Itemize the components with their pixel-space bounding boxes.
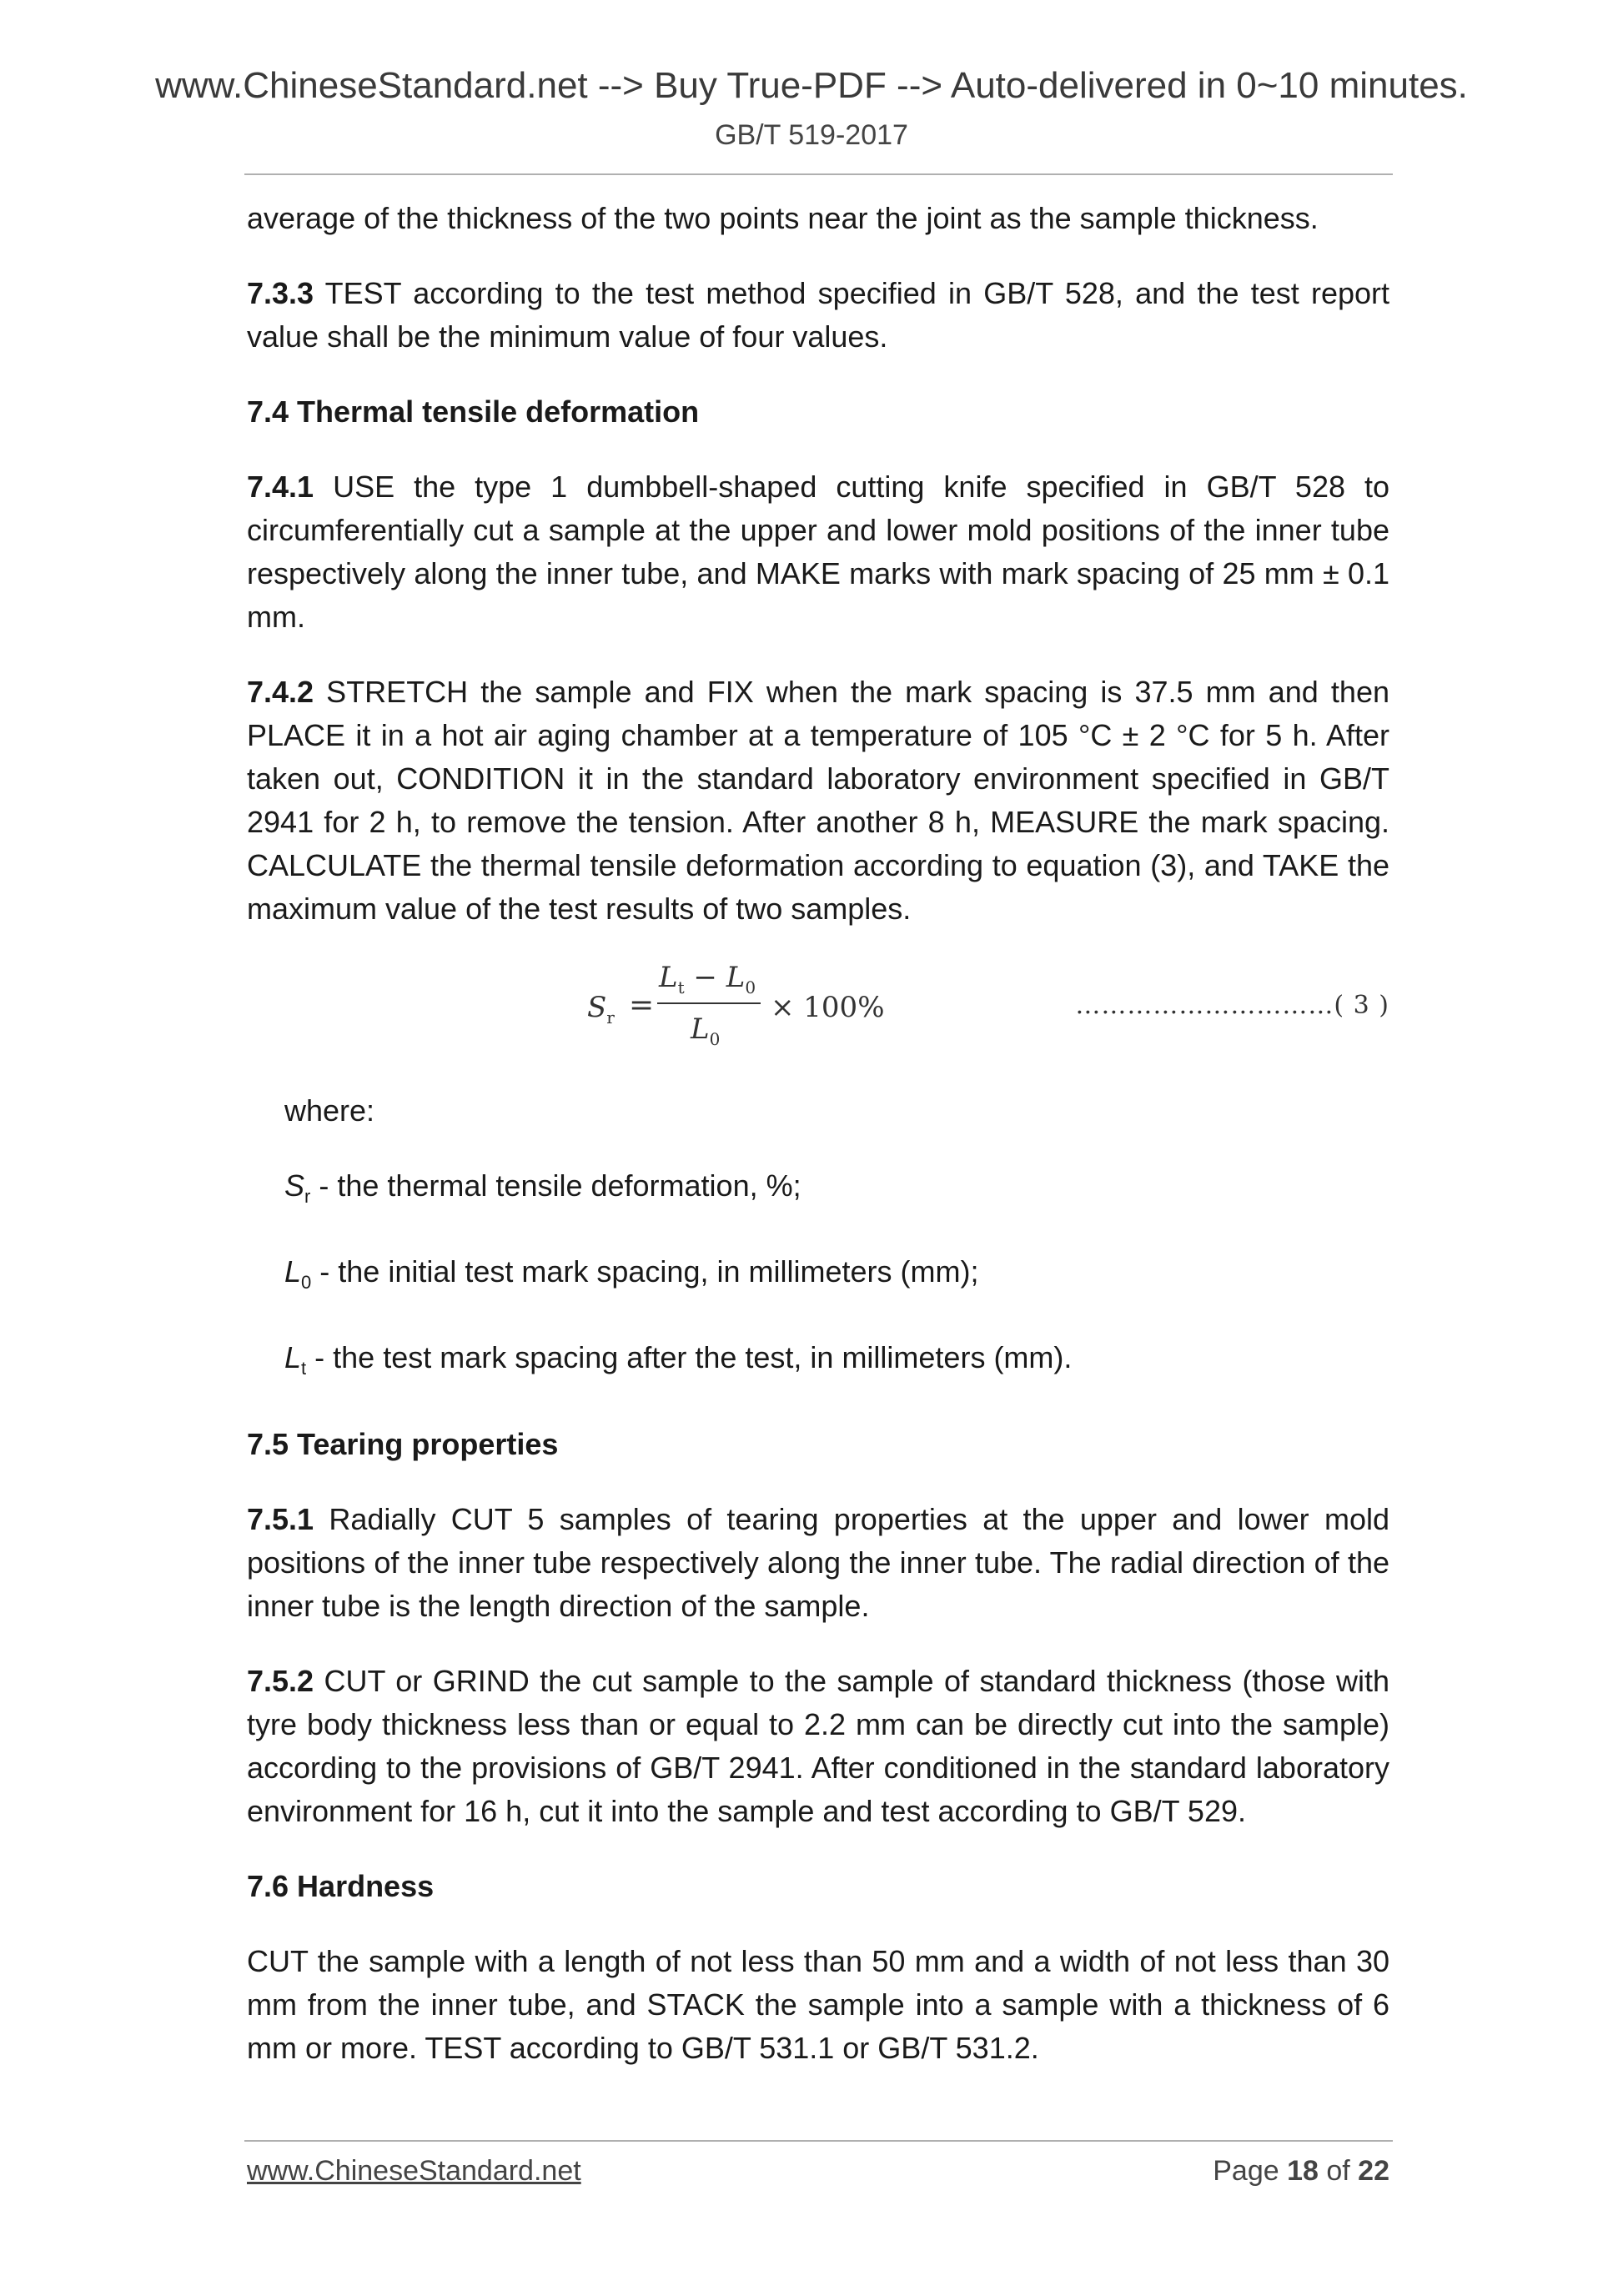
clause-7-4-2: [247, 671, 1389, 931]
equation-reference: …………………………( 3 ): [1075, 991, 1389, 1020]
fraction-bar: [657, 1002, 761, 1004]
clause-text: Radially CUT 5 samples of tearing properties at the upper and lower mold positions of the inner tube respectively along the inner tube. The radial direction of the inner tube is the length direction of the sample.: [247, 1501, 1389, 1623]
definition-l0: $L_0$ - the initial test mark spacing, in millimeters (mm);: [284, 1254, 979, 1294]
clause-text: CUT or GRIND the cut sample to the sample of standard thickness (those with tyre body thickness less than or equal to 2.2 mm can be directly cut into the sample) according to the provisions of GB/T 2941. After conditioned in the standard laboratory environment for 16 h, cut it into the sample and test according to GB/T 529.: [247, 1663, 1389, 1828]
section-heading-7-6: 7.6 Hardness: [247, 1868, 435, 1903]
clause-number: 7.4.1: [247, 470, 314, 504]
hardness-paragraph: CUT the sample with a length of not less than 50 mm and a width of not less than 30 mm from the inner tube, and STACK the sample into a sample with a thickness of 6 mm or more. TEST according to GB/T 531.1 or GB/T 531.2.: [247, 1943, 1389, 2065]
section-heading-7-5: 7.5 Tearing properties: [247, 1426, 559, 1461]
definition-sr: $S_r$ - the thermal tensile deformation, %;: [284, 1168, 801, 1208]
document-id: GB/T 519-2017: [715, 119, 908, 151]
clause-7-5-2: [247, 1660, 1389, 1833]
definition-lt: $L_t$ - the test mark spacing after the test, in millimeters (mm).: [284, 1340, 1073, 1379]
page-number: Page 18 of 22: [1213, 2155, 1389, 2187]
page-content: [247, 197, 1389, 2102]
clause-text: STRETCH the sample and FIX when the mark spacing is 37.5 mm and then PLACE it in a hot air aging chamber at a temperature of 105 °C ± 2 °C for 5 h. After taken out, CONDITION it in the standard laboratory environment specified in GB/T 2941 for 2 h, to remove the tension. After another 8 h, MEASURE the mark spacing. CALCULATE the thermal tensile deformation according to equation (3), and TAKE the maximum value of the test results of two samples.: [247, 675, 1389, 926]
clause-text: TEST according to the test method specified in GB/T 528, and the test report value shall be the minimum value of four values.: [247, 276, 1389, 354]
formula: [587, 956, 896, 1053]
clause-number: 7.4.2: [247, 675, 314, 709]
clause-7-4-1: [247, 465, 1389, 639]
where-label: where:: [284, 1093, 375, 1128]
formula-equals: =: [629, 988, 655, 1022]
footer-divider: [244, 2140, 1393, 2142]
header-banner: www.ChineseStandard.net --> Buy True-PDF --> Auto-delivered in 0~10 minutes.: [155, 65, 1468, 106]
footer-website-link[interactable]: www.ChineseStandard.net: [247, 2155, 581, 2187]
clause-number: 7.5.2: [247, 1663, 314, 1698]
formula-numerator: $L_t - L_0$: [659, 961, 756, 997]
formula-denominator: $L_0$: [691, 1012, 721, 1049]
section-heading-7-4: 7.4 Thermal tensile deformation: [247, 394, 700, 429]
formula-lhs: $S_r$: [587, 991, 615, 1027]
clause-number: 7.3.3: [247, 276, 314, 310]
clause-7-3-3: [247, 272, 1389, 359]
header-divider: [244, 173, 1393, 175]
formula-multiplier: × 100%: [771, 991, 885, 1024]
equation-3: [247, 956, 1389, 1053]
clause-number: 7.5.1: [247, 1501, 314, 1536]
clause-7-5-1: [247, 1498, 1389, 1628]
continued-paragraph: average of the thickness of the two points near the joint as the sample thickness.: [247, 201, 1319, 235]
clause-text: USE the type 1 dumbbell-shaped cutting knife specified in GB/T 528 to circumferentially cut a sample at the upper and lower mold positions of the inner tube respectively along the inner tube, and MAKE marks with mark spacing of 25 mm ± 0.1 mm.: [247, 470, 1389, 634]
